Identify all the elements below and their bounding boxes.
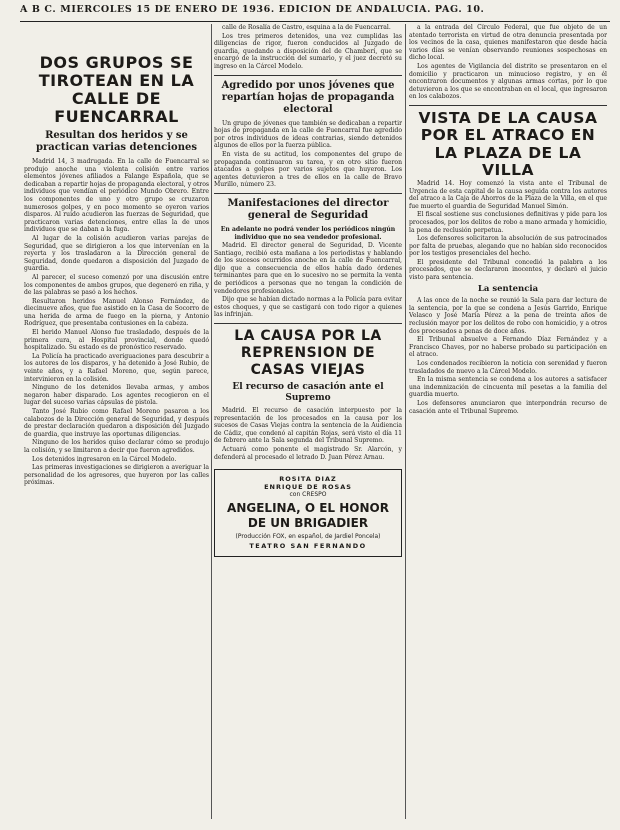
headline-tiroteo: DOS GRUPOS SE TIROTEAN EN LA CALLE DE FUENCARRAL [38, 53, 195, 126]
paragraph: Al lugar de la colisión acudieron varias parejas de Seguridad, que se dirigieron a los que intervenían en la reyerta y los trasladaron a la Dirección general de Seguridad, donde quedaron a disposición del Juzgado de guardia. [24, 234, 209, 273]
paragraph: El Tribunal absuelve a Fernando Díaz Fernández y a Francisco Chaves, por no haberse probado su participación en el atraco. [409, 336, 607, 359]
paragraph: Ninguno de los heridos quiso declarar cómo se produjo la colisión, y se limitaron a decir que fueron agredidos. [24, 439, 209, 454]
paragraph: Resultaron heridos Manuel Alonso Fernández, de diecinueve años, que fue asistido en la Casa de Socorro de una herida de arma de fuego en la pierna, y Antonio Rodríguez, que presentaba contusiones en la cabeza. [24, 297, 209, 328]
paragraph: En la misma sentencia se condena a los autores a satisfacer una indemnización de cincuenta mil pesetas a la familia del guardia muerto. [409, 376, 607, 399]
paragraph: Madrid 14. Hoy comenzó la vista ante el Tribunal de Urgencia de esta capital de la causa seguida contra los autores del atraco a la Caja de Ahorros de la Plaza de la Villa, en el que fue muerto el guardia de Seguridad Manuel Simón. [409, 179, 607, 210]
paragraph: A las once de la noche se reunió la Sala para dar lectura de la sentencia, por la que se condena a Jesús Garrido, Enrique Velasco y José María Pérez a la pena de treinta años de reclusión mayor por los delitos de robo con homicidio, y a otros dos procesados a penas de doce años. [409, 297, 607, 335]
paragraph: Ninguno de los detenidos llevaba armas, y ambos negaron haber disparado. Los agentes recogieron en el lugar del suceso varias cápsulas de pistola. [24, 384, 209, 407]
section-rule [214, 323, 402, 324]
ad-actor: ENRIQUE DE ROSAS [264, 482, 352, 491]
section-rule [214, 193, 402, 194]
subhead-sentencia: La sentencia [477, 283, 539, 294]
ad-production: (Producción FOX, en español, de Jardiel Poncela) [235, 532, 381, 540]
headline-director: Manifestaciones del director general de Seguridad [227, 197, 389, 221]
standfirst: En adelante no podrá vender los periódicos ningún individuo que no sea vendedor profesional. [220, 225, 396, 241]
paragraph: Las primeras investigaciones se dirigieron a averiguar la personalidad de los agresores, que huyeron por las calles próximas. [24, 464, 209, 487]
column-divider-1 [211, 24, 212, 819]
paragraph: Madrid 14, 3 madrugada. En la calle de Fuencarral se produjo anoche una violenta colisión entre varios elementos jóvenes afiliados a Falange Española, que se dedicaban a repartir hojas de propaganda electoral, y otros individuos que vendían el periódico Mundo Obrero. Entre los componentes de uno y otro grupo se cruzaron numerosos golpes, y en poco momento se oyeron varios disparos. Al ruido acudieron las fuerzas de Seguridad, que practicaron varias detenciones, entre ellas la de unos individuos que se daban a la fuga. [24, 158, 209, 234]
header-rule [20, 21, 610, 22]
column-divider-2 [405, 24, 406, 819]
page-header: A B C. MIERCOLES 15 DE ENERO DE 1936. EDICION DE ANDALUCIA. PAG. 10. [20, 4, 485, 15]
paragraph: Los tres primeros detenidos, una vez cumplidas las diligencias de rigor, fueron conducidos al Juzgado de guardia, quedando a disposición del de Chamberí, que se encargó de la instrucción del sumario, y el juez decretó su ingreso en la Cárcel Modelo. [214, 32, 402, 70]
section-rule [409, 105, 607, 106]
column-2 [214, 24, 402, 557]
paragraph: Dijo que se habían dictado normas a la Policía para evitar estos choques, y que se castigará con todo rigor a quienes las infrinjan. [214, 296, 402, 319]
paragraph: En vista de su actitud, los componentes del grupo de propaganda continuaron su tarea, y en otro sitio fueron atacados a golpes por varios sujetos que huyeron. Los agentes detuvieron a tres de ellos en la calle de Bravo Murillo, número 23. [214, 150, 402, 189]
paragraph: Madrid. El director general de Seguridad, D. Vicente Santiago, recibió esta mañana a los periodistas y hablando de los sucesos ocurridos anoche en la calle de Fuencarral, dijo que a consecuencia de ellos había dado órdenes terminantes para que en lo sucesivo no se permita la venta de periódicos a personas que no tengan la condición de vendedores profesionales. [214, 242, 402, 295]
paragraph: a la entrada del Círculo Federal, que fue objeto de un atentado terrorista en virtud de otra denuncia presentada por los vecinos de la casa, quienes manifestaron que desde hacía varios días se venían observando reuniones sospechosas en dicho local. [409, 24, 607, 62]
paragraph: Un grupo de jóvenes que también se dedicaban a repartir hojas de propaganda en la calle de Fuencarral fue agredido por otros individuos de ideas contrarias, siendo detenidos algunos de ellos por la fuerza pública. [214, 119, 402, 150]
paragraph: Tanto José Rubio como Rafael Moreno pasaron a los calabozos de la Dirección general de Seguridad, y después de prestar declaración quedaron a disposición del Juzgado de guardia, que instruye las oportunas diligencias. [24, 408, 209, 438]
paragraph: Actuará como ponente el magistrado Sr. Alarcón, y defenderá al procesado el letrado D. Juan Pérez Arnau. [214, 446, 402, 461]
subhead-casacion: El recurso de casación ante el Supremo [232, 382, 384, 404]
column-1 [24, 24, 209, 488]
headline-agredido: Agredido por unos jóvenes que repartían hojas de propaganda electoral [221, 79, 395, 115]
paragraph: El fiscal sostiene sus conclusiones definitivas y pide para los procesados, por los delitos de robo a mano armada y homicidio, la pena de reclusión perpetua. [409, 211, 607, 234]
paragraph: calle de Rosalía de Castro, esquina a la de Fuencarral. [222, 24, 391, 31]
section-rule [214, 75, 402, 76]
ad-actress: ROSITA DIAZ [279, 475, 337, 484]
paragraph: Los detenidos ingresaron en la Cárcel Modelo. [32, 455, 177, 463]
paragraph: Los agentes de Vigilancia del distrito se presentaron en el domicilio y practicaron un minucioso registro, y en él encontraron documentos y algunas armas cortas, por lo que detuvieron a los que se encontraban en el local, que ingresaron en los calabozos. [409, 62, 607, 101]
paragraph: Los defensores anunciaron que interpondrán recurso de casación ante el Tribunal Supremo. [409, 399, 607, 415]
paragraph: Al parecer, el suceso comenzó por una discusión entre los componentes de ambos grupos, que degeneró en riña, y de las palabras se pasó a los hechos. [24, 273, 209, 297]
paragraph: Madrid. El recurso de casación interpuesto por la representación de los procesados en la causa por los sucesos de Casas Viejas contra la sentencia de la Audiencia de Cádiz, que condenó al capitán Rojas, será visto el día 11 de febrero ante la Sala segunda del Tribunal Supremo. [214, 407, 402, 445]
paragraph: El herido Manuel Alonso fue trasladado, después de la primera cura, al Hospital provincial, donde quedó hospitalizado. Su estado es de pronóstico reservado. [24, 329, 209, 352]
subhead-heridos: Resultan dos heridos y se practican varias detenciones [36, 130, 197, 153]
paragraph: El presidente del Tribunal concedió la palabra a los procesados, que se declararon inocentes, y declaró el juicio visto para sentencia. [409, 258, 607, 282]
ad-theater: TEATRO SAN FERNANDO [249, 541, 367, 550]
col1-body [24, 158, 209, 487]
paragraph: Los defensores solicitaron la absolución de sus patrocinados por falta de pruebas, alegando que no habían sido reconocidos por los testigos presenciales del hecho. [409, 235, 607, 258]
ad-title: ANGELINA, O EL HONOR DE UN BRIGADIER [227, 500, 389, 530]
headline-atraco: VISTA DE LA CAUSA POR EL ATRACO EN LA PLAZA DE LA VILLA [418, 108, 598, 180]
headline-casas-viejas: LA CAUSA POR LA REPRENSION DE CASAS VIEJAS [234, 328, 382, 379]
column-3 [409, 24, 607, 416]
paragraph: La Policía ha practicado averiguaciones para descubrir a los autores de los disparos, y ha detenido a José Rubio, de veinte años, y a Rafael Moreno, que, según parece, intervinieron en la colisión. [24, 352, 209, 383]
theater-ad [214, 469, 402, 557]
paragraph: Los condenados recibieron la noticia con serenidad y fueron trasladados de nuevo a la Cárcel Modelo. [409, 360, 607, 375]
ad-with: con CRESPO [289, 491, 327, 499]
